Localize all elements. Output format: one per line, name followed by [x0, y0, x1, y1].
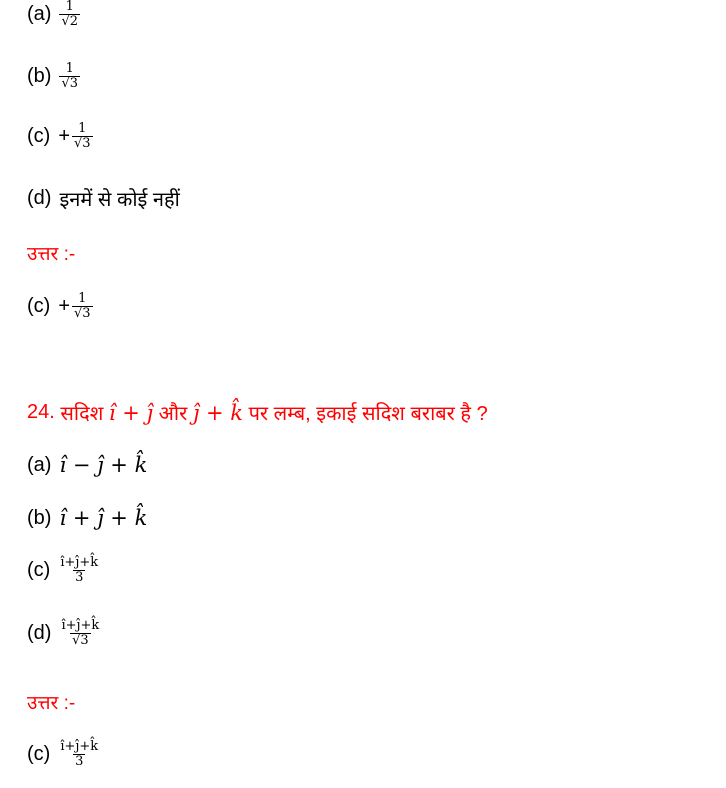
option-label: (a): [27, 453, 52, 476]
plus-sign: +: [58, 125, 71, 147]
q23-answer-label: उत्तर :-: [27, 244, 76, 265]
fraction-denominator: 3: [75, 754, 84, 769]
fraction: [58, 740, 100, 769]
fraction-denominator: √2: [61, 14, 79, 29]
q23-option-a: [27, 0, 80, 29]
q24-option-c: [27, 556, 100, 585]
fraction: [59, 619, 101, 648]
fraction-numerator: 1: [65, 61, 74, 76]
fraction-denominator: 3: [75, 570, 84, 585]
vector-expression: î + ĵ + k̂: [59, 506, 148, 530]
fraction-denominator: √3: [61, 76, 79, 91]
option-label: (c): [27, 559, 51, 581]
q23-option-b: [27, 62, 80, 91]
vector-expression: î − ĵ + k̂: [59, 453, 148, 477]
fraction-denominator: √3: [74, 306, 91, 321]
fraction-numerator: 1: [65, 0, 74, 14]
question-text-part: और: [158, 403, 188, 425]
fraction-numerator: î+ĵ+k̂: [60, 739, 99, 754]
question-text-part: सदिश: [60, 403, 104, 425]
option-text: इनमें से कोई नहीं: [59, 189, 180, 211]
option-label: (d): [27, 622, 52, 644]
option-label: (c): [27, 743, 51, 765]
option-label: (c): [27, 295, 51, 317]
question-text-part: पर लम्ब, इकाई सदिश बराबर है ?: [248, 403, 488, 425]
option-label: (c): [27, 125, 51, 147]
plus-sign: +: [58, 295, 71, 317]
fraction: [72, 122, 93, 151]
vector-expression: ĵ + k̂: [192, 400, 243, 425]
fraction-denominator: √3: [74, 136, 91, 151]
q23-option-d: [27, 185, 180, 212]
option-label: (b): [27, 65, 52, 87]
q24-option-b: [27, 506, 147, 530]
fraction-numerator: î+ĵ+k̂: [60, 555, 99, 570]
option-label: (a): [27, 3, 52, 25]
q24-option-a: [27, 453, 147, 477]
fraction-numerator: î+ĵ+k̂: [61, 618, 100, 633]
fraction-denominator: √3: [72, 633, 89, 648]
fraction-numerator: 1: [78, 291, 87, 306]
q24-answer: [27, 740, 100, 769]
option-label: (d): [27, 187, 52, 209]
fraction: [59, 62, 80, 91]
fraction: [58, 556, 100, 585]
vector-expression: î + ĵ: [108, 400, 154, 425]
fraction: [59, 0, 80, 29]
option-label: (b): [27, 506, 52, 529]
fraction-numerator: 1: [78, 121, 87, 136]
question-number: 24.: [27, 401, 55, 423]
q24-answer-label: उत्तर :-: [27, 693, 76, 714]
q23-answer: [27, 292, 93, 321]
q24-option-d: [27, 619, 101, 648]
q24-question: [27, 399, 488, 426]
fraction: [72, 292, 93, 321]
q23-option-c: [27, 122, 93, 151]
